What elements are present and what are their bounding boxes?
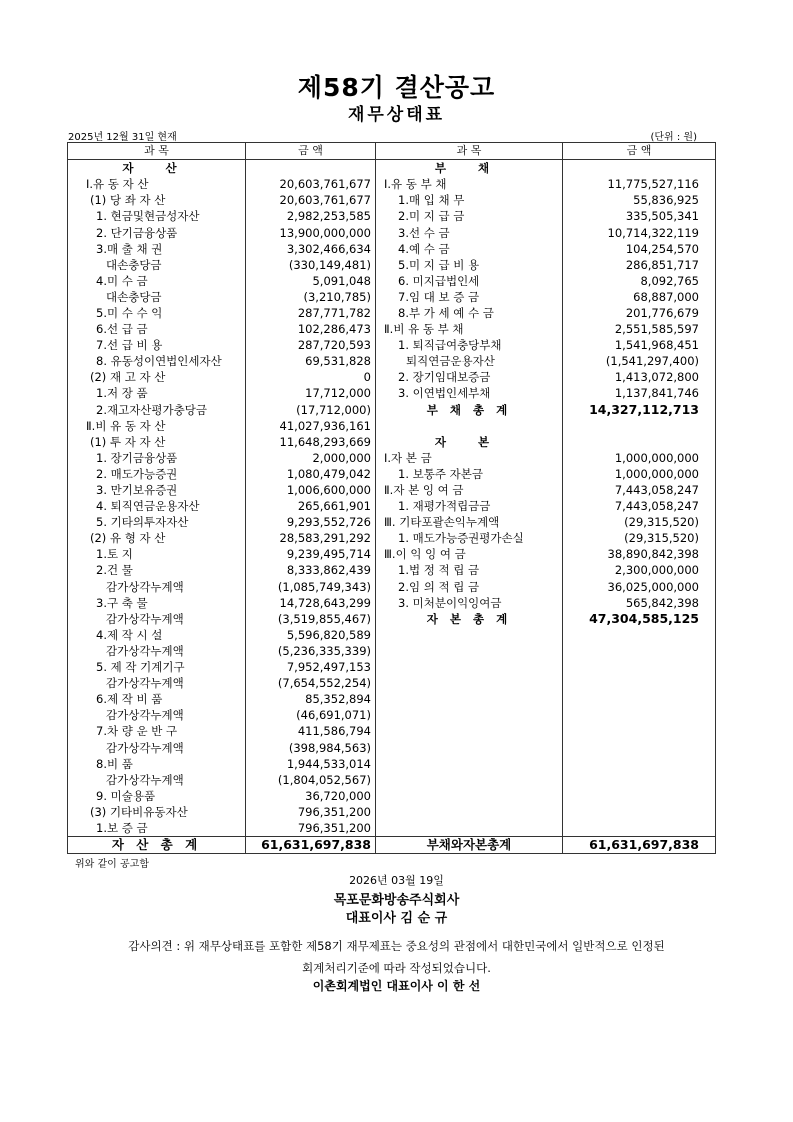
table-row	[68, 353, 716, 369]
table-row	[68, 804, 716, 820]
liability-equity-account: Ⅱ.자 본 잉 여 금	[376, 482, 563, 498]
statement-title: 재무상태표	[347, 105, 446, 125]
table-row	[68, 224, 716, 240]
liability-equity-account	[376, 627, 563, 643]
liability-equity-account: 2. 장기임대보증금	[376, 369, 563, 385]
table-row	[68, 321, 716, 337]
header-account: 과 목	[68, 143, 246, 160]
liability-equity-amount	[563, 804, 716, 820]
total-liabilities-equity-amount: 61,631,697,838	[563, 837, 716, 854]
table-row	[68, 466, 716, 482]
liability-equity-amount	[563, 675, 716, 691]
asset-amount: 20,603,761,677	[246, 176, 376, 192]
liability-equity-account	[376, 707, 563, 723]
asset-amount: 5,596,820,589	[246, 627, 376, 643]
asset-amount: 796,351,200	[246, 820, 376, 837]
asset-account: 1.보 증 금	[68, 820, 246, 837]
liability-equity-account: 5.미 지 급 비 용	[376, 257, 563, 273]
asset-account: 8. 유동성이연법인세자산	[68, 353, 246, 369]
liability-equity-account: 3.선 수 금	[376, 224, 563, 240]
table-row	[68, 756, 716, 772]
asset-amount: (398,984,563)	[246, 739, 376, 755]
asset-account: 감가상각누계액	[68, 579, 246, 595]
liability-equity-amount	[563, 820, 716, 837]
asset-amount: 1,006,600,000	[246, 482, 376, 498]
table-header-row	[68, 143, 716, 160]
asset-amount: 17,712,000	[246, 385, 376, 401]
liability-equity-account: 1.법 정 적 립 금	[376, 562, 563, 578]
liability-equity-amount: 7,443,058,247	[563, 482, 716, 498]
asset-amount: 1,080,479,042	[246, 466, 376, 482]
liability-equity-account: 1. 퇴직급여충당부채	[376, 337, 563, 353]
ceo-name: 대표이사 김 순 규	[345, 911, 448, 926]
liability-equity-account: 4.예 수 금	[376, 241, 563, 257]
asset-amount: 8,333,862,439	[246, 562, 376, 578]
liability-equity-account	[376, 418, 563, 434]
table-row	[68, 820, 716, 837]
liability-equity-account	[376, 723, 563, 739]
audit-opinion-line2: 회계처리기준에 따라 작성되었습니다.	[302, 961, 491, 975]
liability-equity-amount: 68,887,000	[563, 289, 716, 305]
liability-equity-amount: 104,254,570	[563, 241, 716, 257]
liability-equity-amount: 36,025,000,000	[563, 579, 716, 595]
asset-amount: (3,519,855,467)	[246, 611, 376, 627]
liability-equity-amount	[563, 772, 716, 788]
liability-equity-account: Ⅲ. 기타포괄손익누계액	[376, 514, 563, 530]
asset-account: 1. 현금및현금성자산	[68, 208, 246, 224]
liability-equity-amount: 335,505,341	[563, 208, 716, 224]
table-row	[68, 273, 716, 289]
liability-equity-amount	[563, 418, 716, 434]
currency-unit: (단위 : 원)	[650, 132, 697, 143]
liability-equity-account: 1.매 입 채 무	[376, 192, 563, 208]
asset-account: 3. 만기보유증권	[68, 482, 246, 498]
table-row	[68, 772, 716, 788]
liability-equity-account	[376, 659, 563, 675]
asset-account: 감가상각누계액	[68, 707, 246, 723]
liability-equity-amount: 1,137,841,746	[563, 385, 716, 401]
table-row	[68, 659, 716, 675]
asset-account: 5.미 수 수 익	[68, 305, 246, 321]
announcement-note: 위와 같이 공고함	[75, 859, 149, 870]
liability-equity-account: Ⅱ.비 유 동 부 채	[376, 321, 563, 337]
table-row	[68, 675, 716, 691]
liability-equity-account: 퇴직연금운용자산	[376, 353, 563, 369]
liability-equity-amount	[563, 756, 716, 772]
asset-amount: (1,804,052,567)	[246, 772, 376, 788]
liability-equity-account: Ⅰ.자 본 금	[376, 450, 563, 466]
asset-account: 감가상각누계액	[68, 739, 246, 755]
asset-amount: 9,239,495,714	[246, 546, 376, 562]
asset-account: 5. 기타의투자자산	[68, 514, 246, 530]
asset-account: 1.저 장 품	[68, 385, 246, 401]
liability-equity-account: 3. 이연법인세부채	[376, 385, 563, 401]
asset-amount: 20,603,761,677	[246, 192, 376, 208]
auditor-name: 이촌회계법인 대표이사 이 한 선	[312, 979, 481, 993]
liability-equity-account	[376, 756, 563, 772]
liability-equity-account: 3. 미처분이익잉여금	[376, 595, 563, 611]
table-row	[68, 208, 716, 224]
table-row	[68, 595, 716, 611]
liability-equity-account	[376, 772, 563, 788]
table-row	[68, 289, 716, 305]
table-row	[68, 257, 716, 273]
asset-account: 4. 퇴직연금운용자산	[68, 498, 246, 514]
liability-equity-amount: 1,541,968,451	[563, 337, 716, 353]
asset-account: 1.토 지	[68, 546, 246, 562]
liability-equity-amount: (1,541,297,400)	[563, 353, 716, 369]
asset-account: 6.제 작 비 품	[68, 691, 246, 707]
asset-amount: 796,351,200	[246, 804, 376, 820]
table-row	[68, 546, 716, 562]
liability-equity-amount	[563, 160, 716, 177]
table-row	[68, 176, 716, 192]
asset-amount: (5,236,335,339)	[246, 643, 376, 659]
asset-amount: 0	[246, 369, 376, 385]
table-row	[68, 691, 716, 707]
table-row	[68, 337, 716, 353]
asset-amount: 2,000,000	[246, 450, 376, 466]
table-row	[68, 160, 716, 177]
header-amount: 금 액	[563, 143, 716, 160]
asset-account: 감가상각누계액	[68, 643, 246, 659]
asset-amount: 69,531,828	[246, 353, 376, 369]
asset-amount: (3,210,785)	[246, 289, 376, 305]
audit-opinion-line1: 감사의견 : 위 재무상태표를 포함한 제58기 재무제표는 중요성의 관점에서 대한민국에서 일반적으로 인정된	[128, 939, 665, 953]
asset-account: 2. 매도가능증권	[68, 466, 246, 482]
asset-amount: (330,149,481)	[246, 257, 376, 273]
liability-equity-amount: 1,000,000,000	[563, 466, 716, 482]
liability-equity-amount: (29,315,520)	[563, 514, 716, 530]
asset-amount: 411,586,794	[246, 723, 376, 739]
table-row	[68, 562, 716, 578]
section-heading: 자 본	[376, 434, 563, 450]
table-row	[68, 788, 716, 804]
notice-title: 제58기 결산공고	[297, 73, 496, 102]
asset-amount: 102,286,473	[246, 321, 376, 337]
table-row	[68, 241, 716, 257]
table-row	[68, 707, 716, 723]
liability-equity-account	[376, 820, 563, 837]
asset-amount: 287,771,782	[246, 305, 376, 321]
section-heading: 자 산	[68, 160, 246, 177]
subtotal-amount: 47,304,585,125	[563, 611, 716, 627]
asset-amount: 13,900,000,000	[246, 224, 376, 240]
asset-account: 1. 장기금융상품	[68, 450, 246, 466]
asset-amount: 85,352,894	[246, 691, 376, 707]
header-amount: 금 액	[246, 143, 376, 160]
asset-account: 7.차 량 운 반 구	[68, 723, 246, 739]
liability-equity-amount	[563, 434, 716, 450]
liability-equity-amount	[563, 739, 716, 755]
table-row	[68, 579, 716, 595]
asset-account: 6.선 급 금	[68, 321, 246, 337]
asset-account: 7.선 급 비 용	[68, 337, 246, 353]
asset-account: 5. 제 작 기계기구	[68, 659, 246, 675]
asset-amount: 5,091,048	[246, 273, 376, 289]
liability-equity-amount: (29,315,520)	[563, 530, 716, 546]
total-liabilities-equity-label: 부채와자본총계	[376, 837, 563, 854]
asset-amount	[246, 160, 376, 177]
table-row	[68, 530, 716, 546]
subtotal-amount: 14,327,112,713	[563, 402, 716, 418]
asset-amount: 36,720,000	[246, 788, 376, 804]
asset-amount: 265,661,901	[246, 498, 376, 514]
liability-equity-amount: 201,776,679	[563, 305, 716, 321]
asset-account: (1) 투 자 자 산	[68, 434, 246, 450]
asset-account: (2) 유 형 자 산	[68, 530, 246, 546]
table-row	[68, 450, 716, 466]
table-row	[68, 611, 716, 627]
table-row	[68, 402, 716, 418]
liability-equity-amount: 2,551,585,597	[563, 321, 716, 337]
liability-equity-amount	[563, 627, 716, 643]
table-row	[68, 434, 716, 450]
asset-amount: (7,654,552,254)	[246, 675, 376, 691]
asset-account: 2. 단기금융상품	[68, 224, 246, 240]
asset-account: 9. 미술용품	[68, 788, 246, 804]
table-row	[68, 498, 716, 514]
asset-amount: (46,691,071)	[246, 707, 376, 723]
asset-account: Ⅰ.유 동 자 산	[68, 176, 246, 192]
asset-amount: 2,982,253,585	[246, 208, 376, 224]
asset-account: 감가상각누계액	[68, 611, 246, 627]
asset-account: (3) 기타비유동자산	[68, 804, 246, 820]
asset-amount: (1,085,749,343)	[246, 579, 376, 595]
totals-row	[68, 837, 716, 854]
liability-equity-amount: 55,836,925	[563, 192, 716, 208]
liability-equity-account: 1. 매도가능증권평가손실	[376, 530, 563, 546]
asset-amount: 3,302,466,634	[246, 241, 376, 257]
table-row	[68, 739, 716, 755]
table-row	[68, 627, 716, 643]
table-row	[68, 514, 716, 530]
liability-equity-amount: 286,851,717	[563, 257, 716, 273]
announcement-date: 2026년 03월 19일	[349, 874, 444, 887]
liability-equity-amount: 2,300,000,000	[563, 562, 716, 578]
asset-account: 3.구 축 물	[68, 595, 246, 611]
table-row	[68, 643, 716, 659]
asset-account: 2.재고자산평가충당금	[68, 402, 246, 418]
liability-equity-amount: 11,775,527,116	[563, 176, 716, 192]
liability-equity-amount	[563, 707, 716, 723]
liability-equity-account: 1. 재평가적립금금	[376, 498, 563, 514]
as-of-date: 2025년 12월 31일 현재	[68, 132, 177, 143]
table-row	[68, 192, 716, 208]
asset-account: 감가상각누계액	[68, 675, 246, 691]
asset-account: 4.제 작 시 설	[68, 627, 246, 643]
total-assets-amount: 61,631,697,838	[246, 837, 376, 854]
liability-equity-account: 7.임 대 보 증 금	[376, 289, 563, 305]
liability-equity-amount	[563, 723, 716, 739]
liability-equity-amount: 1,000,000,000	[563, 450, 716, 466]
liability-equity-amount: 7,443,058,247	[563, 498, 716, 514]
asset-account: 2.건 물	[68, 562, 246, 578]
asset-account: (2) 재 고 자 산	[68, 369, 246, 385]
asset-amount: 41,027,936,161	[246, 418, 376, 434]
liability-equity-amount: 8,092,765	[563, 273, 716, 289]
table-row	[68, 723, 716, 739]
balance-sheet-table	[67, 142, 716, 854]
table-row	[68, 369, 716, 385]
asset-account: (1) 당 좌 자 산	[68, 192, 246, 208]
liability-equity-amount: 10,714,322,119	[563, 224, 716, 240]
table-body	[68, 160, 716, 837]
table-row	[68, 305, 716, 321]
liability-equity-amount: 565,842,398	[563, 595, 716, 611]
asset-amount: 287,720,593	[246, 337, 376, 353]
company-name: 목포문화방송주식회사	[333, 893, 460, 908]
table-row	[68, 418, 716, 434]
asset-account: 3.매 출 채 권	[68, 241, 246, 257]
liability-equity-account: 2.임 의 적 립 금	[376, 579, 563, 595]
liability-equity-account: 2.미 지 급 금	[376, 208, 563, 224]
liability-equity-account	[376, 643, 563, 659]
asset-account: 4.미 수 금	[68, 273, 246, 289]
liability-equity-account: 1. 보통주 자본금	[376, 466, 563, 482]
asset-amount: 14,728,643,299	[246, 595, 376, 611]
asset-amount: 9,293,552,726	[246, 514, 376, 530]
total-assets-label: 자 산 총 계	[68, 837, 246, 854]
liability-equity-account	[376, 804, 563, 820]
liability-equity-amount	[563, 643, 716, 659]
liability-equity-amount: 38,890,842,398	[563, 546, 716, 562]
subtotal-label: 자 본 총 계	[376, 611, 563, 627]
asset-amount: (17,712,000)	[246, 402, 376, 418]
liability-equity-account: Ⅲ.이 익 잉 여 금	[376, 546, 563, 562]
asset-account: 대손충당금	[68, 289, 246, 305]
liability-equity-account: 6. 미지급법인세	[376, 273, 563, 289]
liability-equity-amount	[563, 659, 716, 675]
liability-equity-account	[376, 675, 563, 691]
liability-equity-account	[376, 691, 563, 707]
asset-amount: 1,944,533,014	[246, 756, 376, 772]
header-account: 과 목	[376, 143, 563, 160]
asset-account: 8.비 품	[68, 756, 246, 772]
liability-equity-account	[376, 788, 563, 804]
section-heading: 부 채	[376, 160, 563, 177]
subtotal-label: 부 채 총 계	[376, 402, 563, 418]
table-row	[68, 482, 716, 498]
liability-equity-amount	[563, 788, 716, 804]
asset-amount: 7,952,497,153	[246, 659, 376, 675]
asset-account: 대손충당금	[68, 257, 246, 273]
liability-equity-amount: 1,413,072,800	[563, 369, 716, 385]
liability-equity-account: Ⅰ.유 동 부 채	[376, 176, 563, 192]
liability-equity-account: 8.부 가 세 예 수 금	[376, 305, 563, 321]
asset-amount: 28,583,291,292	[246, 530, 376, 546]
asset-account: Ⅱ.비 유 동 자 산	[68, 418, 246, 434]
table-row	[68, 385, 716, 401]
liability-equity-account	[376, 739, 563, 755]
liability-equity-amount	[563, 691, 716, 707]
asset-account: 감가상각누계액	[68, 772, 246, 788]
asset-amount: 11,648,293,669	[246, 434, 376, 450]
